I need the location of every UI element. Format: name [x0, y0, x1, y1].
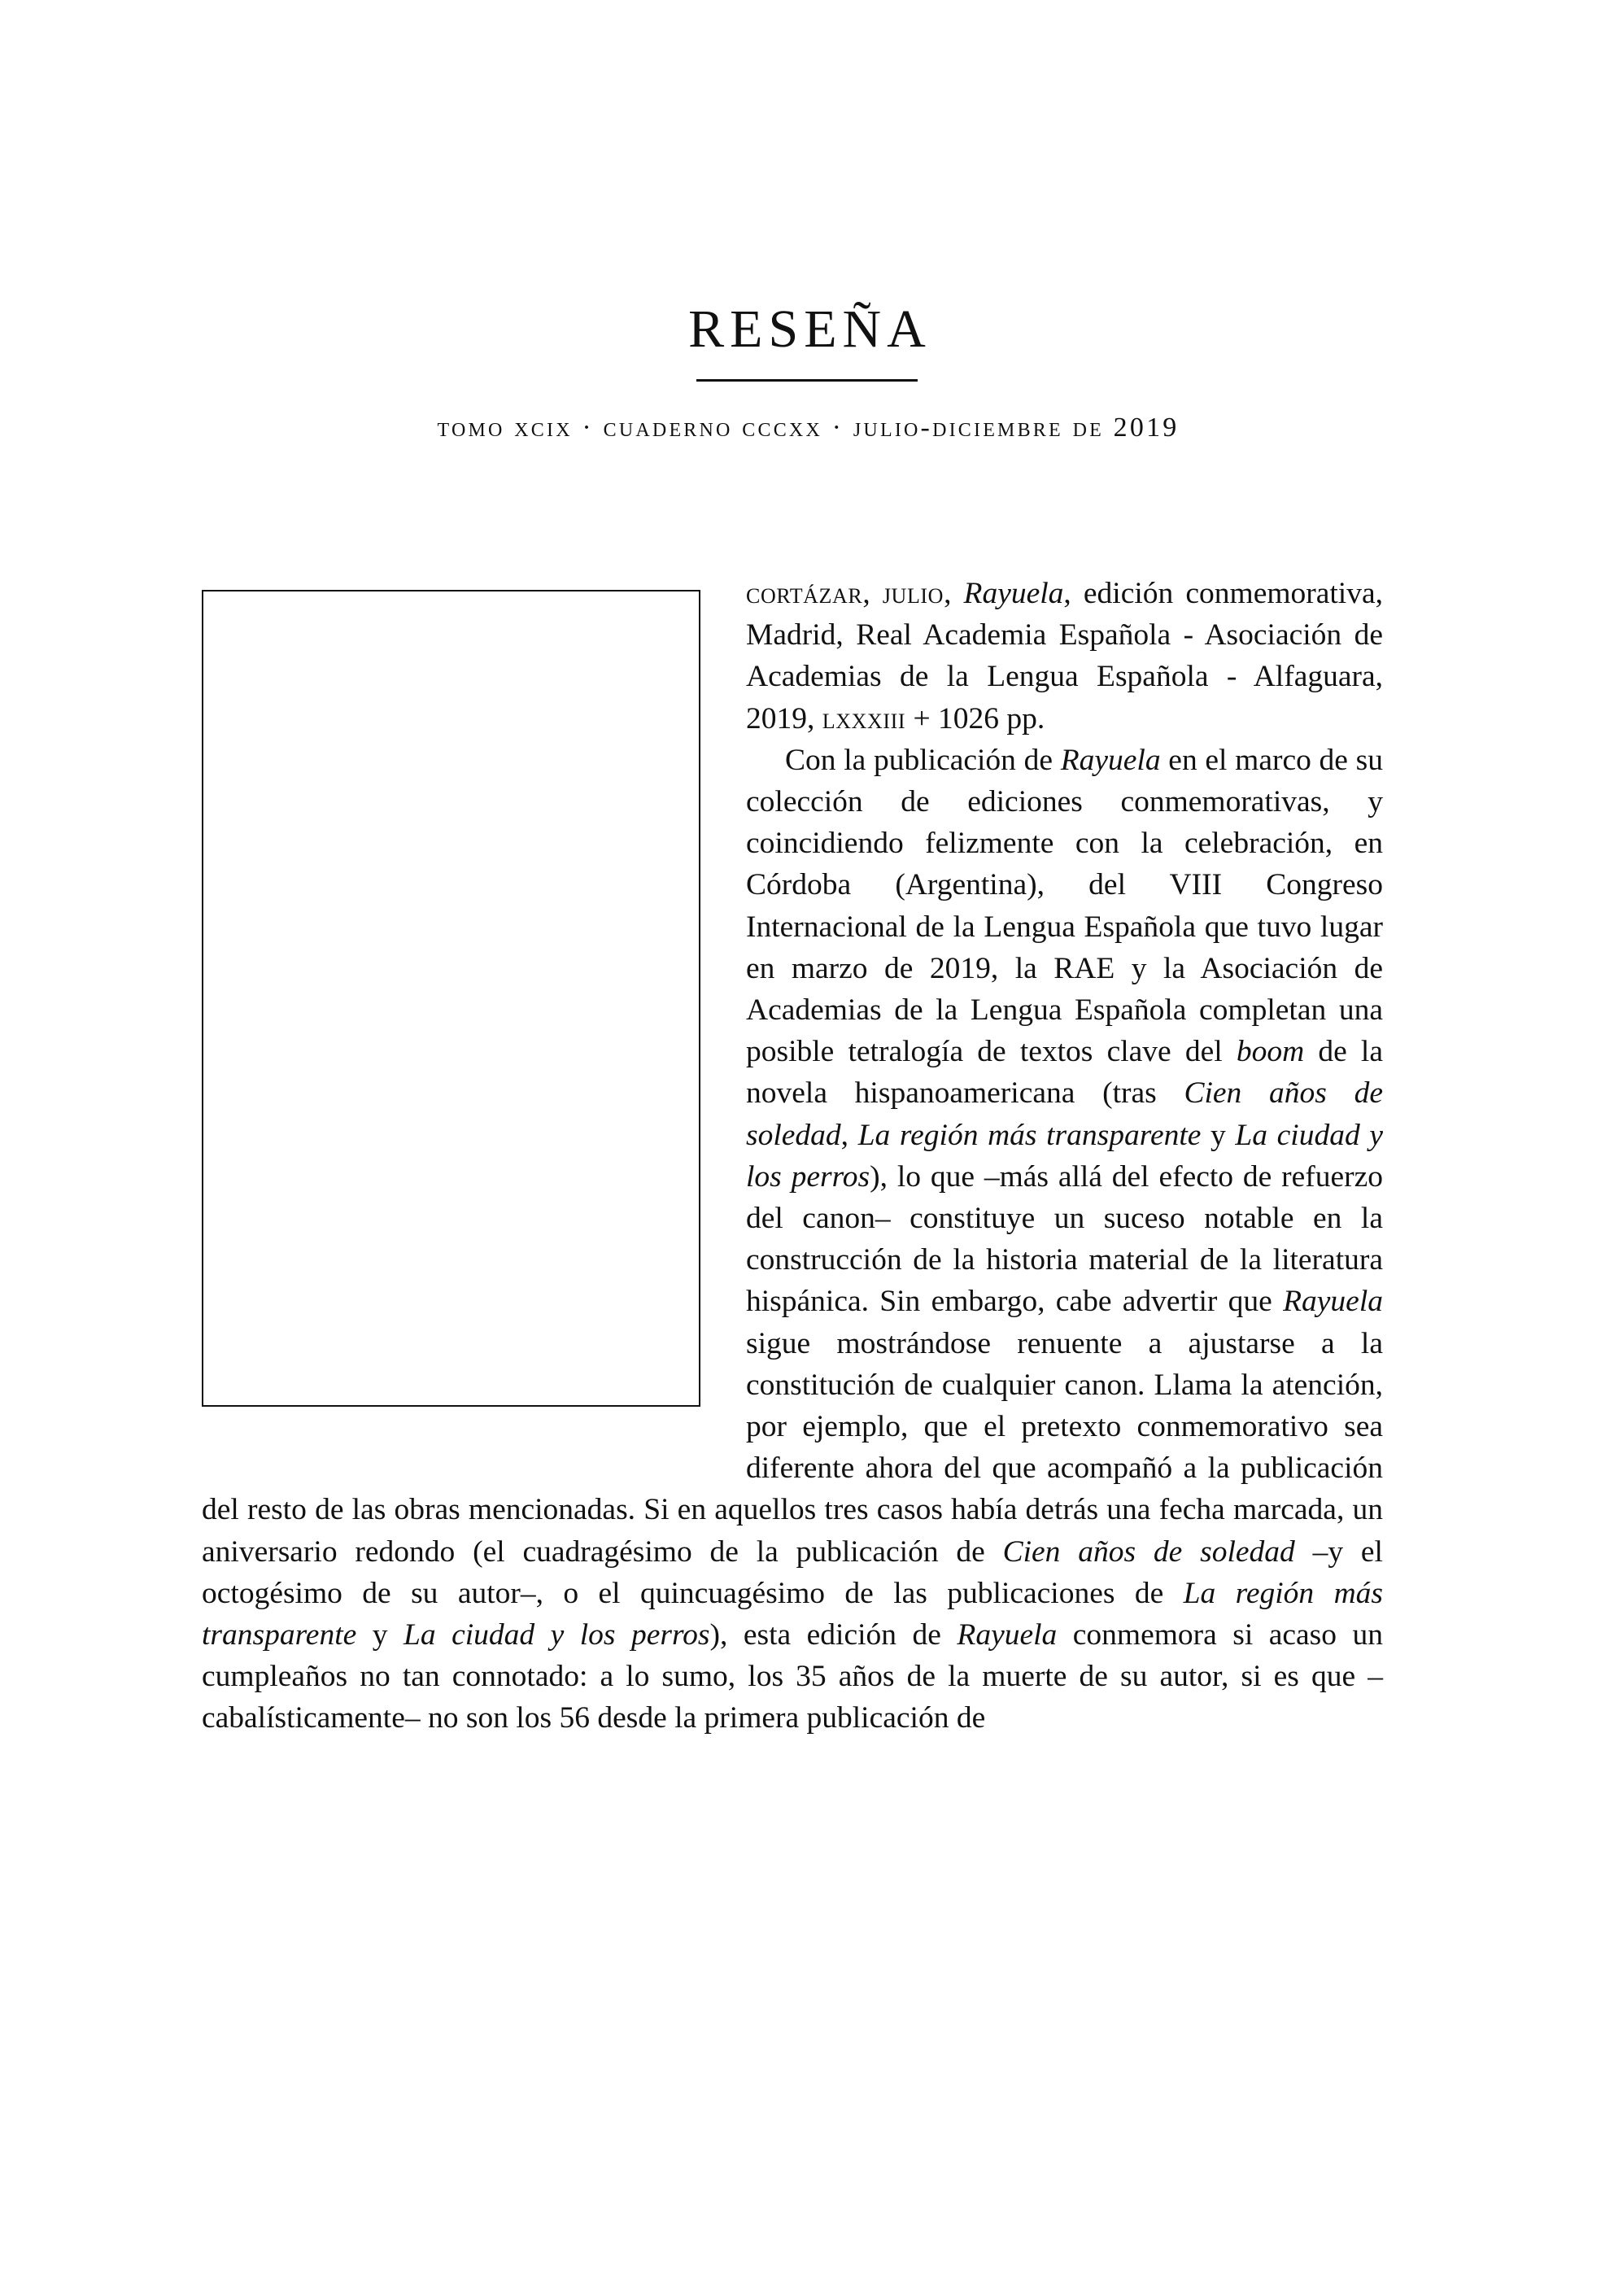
para-seg-4: ,	[840, 1118, 858, 1152]
article-body	[202, 573, 1383, 1739]
citation-work-title: Rayuela	[963, 577, 1064, 610]
para-seg-10: ), esta edición de	[709, 1618, 957, 1652]
citation-sep-2: ,	[944, 577, 964, 610]
para-seg-3: de la novela hispanoamericana (tras	[746, 1035, 1383, 1111]
work-title-ciudad-2: La ciudad y los perros	[403, 1618, 710, 1652]
term-boom: boom	[1236, 1035, 1305, 1069]
citation-page-count: + 1026 pp.	[905, 701, 1045, 736]
citation-author-given: julio	[882, 577, 944, 610]
cover-image-placeholder	[202, 590, 700, 1407]
citation-sep-1: ,	[862, 577, 883, 610]
para-seg-11: conmemora si acaso un cumpleaños no tan connotado: a lo sumo, los 35 años de la muerte de su autor, si es que –cabalísticamente– no son los 56 desde la primera publicación de	[202, 1618, 1384, 1735]
para-seg-7: sigue mostrándose renuente a ajustarse a la constitución de cualquier canon. Llama la atención, por ejemplo, que el pretexto conmemorativo sea diferente ahora del que acompañó a la publicación del resto de las obras mencionadas. Si en aquellos tres casos había detrás una fecha marcada, un aniversario redondo (el cuadragésimo de la publicación de	[202, 1326, 1383, 1569]
para-seg-5: y	[1201, 1118, 1236, 1152]
para-seg-9: y	[356, 1618, 404, 1652]
issue-line: tomo xcix · cuaderno cccxx · julio-diciembre de 2019	[437, 412, 1180, 443]
work-title-rayuela-1: Rayuela	[1060, 743, 1161, 777]
para-seg-1: Con la publicación de	[785, 743, 1061, 777]
work-title-region-2: La región más transparente	[202, 1576, 1383, 1652]
work-title-cien-anos-1: Cien años de soledad	[746, 1076, 1383, 1152]
page-title: RESEÑA	[688, 299, 931, 359]
work-title-region-1: La región más transparente	[857, 1118, 1202, 1152]
para-seg-6: ), lo que –más allá del efecto de refuerzo del canon– constituye un suceso notable en la construcción de la historia material de la literatura hispánica. Sin embargo, cabe advertir que	[746, 1159, 1384, 1319]
work-title-cien-anos-2: Cien años de soledad	[1002, 1534, 1295, 1569]
work-title-rayuela-3: Rayuela	[957, 1618, 1058, 1652]
citation-imprint: , edición conmemorativa, Madrid, Real Academia Española - Asociación de Academias de la Lengua Española - Alfaguara, 2019,	[746, 577, 1383, 736]
work-title-ciudad-1: La ciudad y los perros	[746, 1118, 1384, 1194]
para-seg-8: –y el octogésimo de su autor–, o el quincuagésimo de las publicaciones de	[202, 1534, 1383, 1610]
citation-author-surname: cortázar	[746, 577, 863, 610]
masthead	[0, 0, 1614, 443]
citation-roman-pages: lxxxiii	[822, 701, 906, 736]
work-title-rayuela-2: Rayuela	[1283, 1285, 1383, 1319]
para-seg-2: en el marco de su colección de ediciones conmemorativas, y coincidiendo felizmente con la celebración, en Córdoba (Argentina), del VIII Congreso Internacional de la Lengua Española que tuvo lugar en marzo de 2019, la RAE y la Asociación de Academias de la Lengua Española completan una posible tetralogía de textos clave del	[746, 743, 1383, 1069]
